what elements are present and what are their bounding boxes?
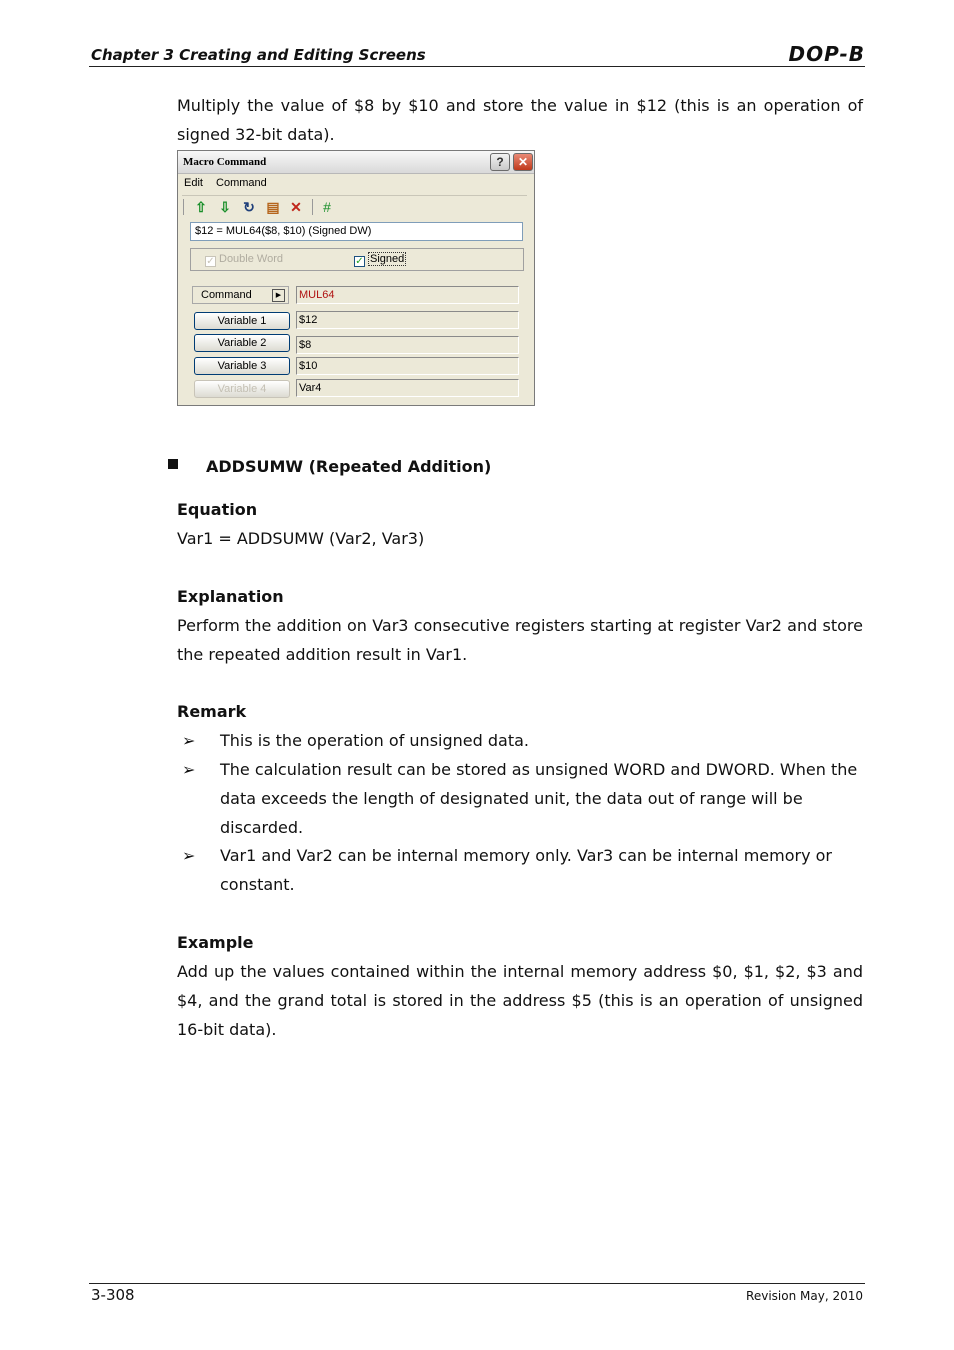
toolbar-separator xyxy=(183,199,184,215)
signed-label: Signed xyxy=(370,253,405,265)
undo-icon[interactable]: ↻ xyxy=(243,199,255,215)
menu-bar xyxy=(184,177,277,189)
section-title: ADDSUMW (Repeated Addition) xyxy=(206,457,492,476)
menu-edit[interactable]: Edit xyxy=(184,177,203,189)
move-up-icon[interactable]: ⇧ xyxy=(195,199,207,215)
play-arrow-icon: ▶ xyxy=(272,289,285,302)
explanation-text: Perform the addition on Var3 consecutive registers starting at register Var2 and store the repeated addition result in Var1. xyxy=(177,616,863,664)
explanation-heading: Explanation xyxy=(177,587,284,606)
comment-icon[interactable]: # xyxy=(323,199,331,215)
chapter-title: Chapter 3 Creating and Editing Screens xyxy=(91,46,426,64)
arrow-bullet-icon: ➢ xyxy=(182,846,196,865)
page-number: 3-308 xyxy=(91,1286,135,1304)
remark-item: This is the operation of unsigned data. xyxy=(220,731,529,750)
variable-2-field[interactable]: $8 xyxy=(296,336,519,354)
example-text: Add up the values contained within the internal memory address $0, $1, $2, $3 and $4, and the grand total is stored in the address $5 (this is an operation of unsigned 16-bit data). xyxy=(177,962,863,1039)
menu-command[interactable]: Command xyxy=(216,177,267,189)
command-label: Command xyxy=(201,289,252,301)
dialog-titlebar xyxy=(178,151,534,174)
signed-check-icon: ✓ xyxy=(355,256,364,267)
square-bullet-icon xyxy=(168,459,178,469)
delete-icon[interactable]: ✕ xyxy=(290,199,302,215)
toolbar xyxy=(182,195,527,218)
macro-command-dialog xyxy=(177,150,535,406)
variable-2-button[interactable]: Variable 2 xyxy=(194,334,290,352)
revision-date: Revision May, 2010 xyxy=(746,1289,863,1303)
example-heading: Example xyxy=(177,933,254,952)
equation-text: Var1 = ADDSUMW (Var2, Var3) xyxy=(177,529,425,548)
signed-checkbox[interactable] xyxy=(354,253,406,267)
command-button[interactable] xyxy=(192,286,289,304)
dialog-title: Macro Command xyxy=(183,156,267,168)
intro-paragraph: Multiply the value of $8 by $10 and store the value in $12 (this is an operation of signed 32-bit data). xyxy=(177,96,863,144)
arrow-bullet-icon: ➢ xyxy=(182,760,196,779)
variable-3-field[interactable]: $10 xyxy=(296,357,519,375)
double-word-label: Double Word xyxy=(219,253,283,265)
variable-4-button: Variable 4 xyxy=(194,380,290,398)
double-word-check-icon: ✓ xyxy=(206,256,215,267)
options-group xyxy=(190,248,524,271)
arrow-bullet-icon: ➢ xyxy=(182,731,196,750)
move-down-icon[interactable]: ⇩ xyxy=(219,199,231,215)
page-footer xyxy=(89,1283,865,1306)
double-word-checkbox xyxy=(205,253,283,267)
expression-field[interactable]: $12 = MUL64($8, $10) (Signed DW) xyxy=(190,222,523,241)
save-icon[interactable]: ▤ xyxy=(266,199,280,215)
variable-1-button[interactable]: Variable 1 xyxy=(194,312,290,330)
variable-3-button[interactable]: Variable 3 xyxy=(194,357,290,375)
close-button[interactable]: ✕ xyxy=(513,153,533,171)
help-button[interactable]: ? xyxy=(490,153,510,171)
page-header xyxy=(89,44,865,67)
command-field[interactable]: MUL64 xyxy=(296,286,519,304)
toolbar-separator xyxy=(312,199,313,215)
product-logo: DOP-B xyxy=(788,42,865,66)
remark-heading: Remark xyxy=(177,702,247,721)
equation-heading: Equation xyxy=(177,500,258,519)
remark-item: Var1 and Var2 can be internal memory only. Var3 can be internal memory or constant. xyxy=(220,846,832,894)
remark-item: The calculation result can be stored as unsigned WORD and DWORD. When the data exceeds the length of designated unit, the data out of range will be discarded. xyxy=(220,760,858,837)
variable-4-field[interactable]: Var4 xyxy=(296,379,519,397)
variable-1-field[interactable]: $12 xyxy=(296,311,519,329)
